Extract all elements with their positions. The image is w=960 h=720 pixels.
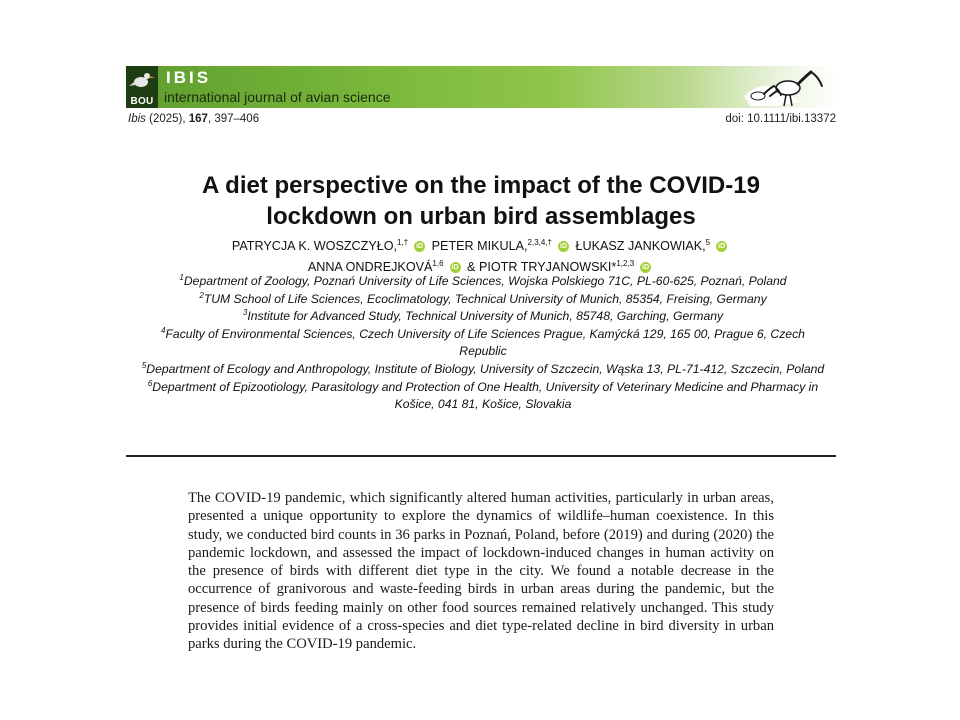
author (432, 239, 572, 253)
author (576, 239, 731, 253)
affiliation-number: 4 (161, 325, 166, 335)
author-name: & PIOTR TRYJANOWSKI* (467, 260, 617, 274)
orcid-icon[interactable]: iD (718, 243, 726, 251)
orcid-icon[interactable]: iD (642, 264, 650, 272)
article-title-line-1: A diet perspective on the impact of the COVID-19 (202, 172, 760, 199)
orcid-icon[interactable]: iD (560, 243, 567, 251)
affiliation-number: 6 (147, 378, 153, 388)
affiliation-number: 2 (199, 290, 204, 300)
affiliation-text: Faculty of Environmental Sciences, Czech University of Life Sciences Prague, Kamýcká 129, 165 00, Prague 6, Czech Republic (165, 326, 805, 359)
author-name: PATRYCJA K. WOSZCZYŁO, (231, 239, 398, 253)
author-affiliation-marks: 1,6 (432, 259, 444, 268)
affiliation-text: Department of Ecology and Anthropology, Institute of Biology, University of Szczecin, Wąska 13, PL-71-412, Szczecin, Poland (146, 361, 825, 376)
author (467, 260, 654, 274)
section-divider (126, 455, 836, 457)
author-list (126, 236, 836, 278)
author-affiliation-marks: 1,† (397, 238, 409, 247)
bou-label: BOU (130, 96, 154, 107)
affiliation-text: Department of Epizootiology, Parasitology and Protection of One Health, University of Veterinary Medicine and Pharmacy in Košice, 041 81, Košice, Slovakia (152, 379, 819, 412)
journal-banner (126, 66, 836, 108)
affiliation (140, 361, 826, 379)
affiliation (140, 308, 826, 326)
citation-volume: 167 (188, 113, 208, 125)
affiliation (140, 379, 826, 414)
citation-year: (2025), (149, 113, 186, 125)
affiliation (140, 326, 826, 361)
orcid-icon[interactable]: iD (416, 243, 424, 251)
affiliation-text: TUM School of Life Sciences, Ecoclimatology, Technical University of Munich, 85354, Freising, Germany (203, 291, 767, 306)
author (232, 239, 428, 253)
author-name: ANNA ONDREJKOVÁ (307, 260, 433, 274)
affiliation-list (140, 273, 826, 414)
affiliation (140, 291, 826, 309)
journal-name: IBIS (166, 68, 212, 87)
bou-logo (126, 66, 158, 108)
bird-logo-icon (128, 68, 156, 92)
ibis-bird-icon (726, 66, 836, 108)
affiliation-number: 1 (179, 273, 184, 282)
affiliation-number: 5 (141, 360, 147, 370)
abstract: The COVID-19 pandemic, which significantly altered human activities, particularly in urban areas, presented a unique opportunity to explore the dynamics of wildlife–human coexistence. In this study, we conducted bird counts in 36 parks in Poznań, Poland, before (2019) and during (2020) the pandemic lockdown, and assessed the impact of lockdown-induced changes in human activity on the presence of birds with different diet type in the city. We found a notable decrease in the occurrence of granivorous and waste-feeding birds in urban areas during the pandemic, but the presence of birds feeding mainly on other food sources remained relatively unchanged. This study provides initial evidence of a cross-species and diet type-related decline in bird diversity in urban parks during the COVID-19 pandemic. (188, 490, 774, 653)
doi[interactable]: doi: 10.1111/ibi.13372 (725, 113, 836, 125)
affiliation (140, 273, 826, 291)
affiliation-text: Institute for Advanced Study, Technical University of Munich, 85748, Garching, Germany (247, 309, 724, 324)
author (308, 260, 464, 274)
author-affiliation-marks: 2,3,4,† (527, 238, 552, 247)
author-affiliation-marks: 5 (705, 238, 711, 247)
affiliation-text: Department of Zoology, Poznań University of Life Sciences, Wojska Polskiego 71C, PL-60-625, Poznań, Poland (183, 274, 787, 288)
citation (128, 113, 259, 125)
citation-journal: Ibis (128, 113, 146, 125)
affiliation-number: 3 (242, 308, 248, 318)
citation-pages: , 397–406 (207, 113, 260, 125)
article-title (126, 170, 836, 232)
article-title-line-2: lockdown on urban bird assemblages (266, 203, 696, 230)
journal-subtitle: international journal of avian science (164, 89, 391, 105)
author-name: PETER MIKULA, (431, 239, 528, 253)
author-name: ŁUKASZ JANKOWIAK, (575, 239, 706, 253)
orcid-icon[interactable]: iD (451, 264, 459, 272)
author-affiliation-marks: 1,2,3 (616, 259, 635, 268)
